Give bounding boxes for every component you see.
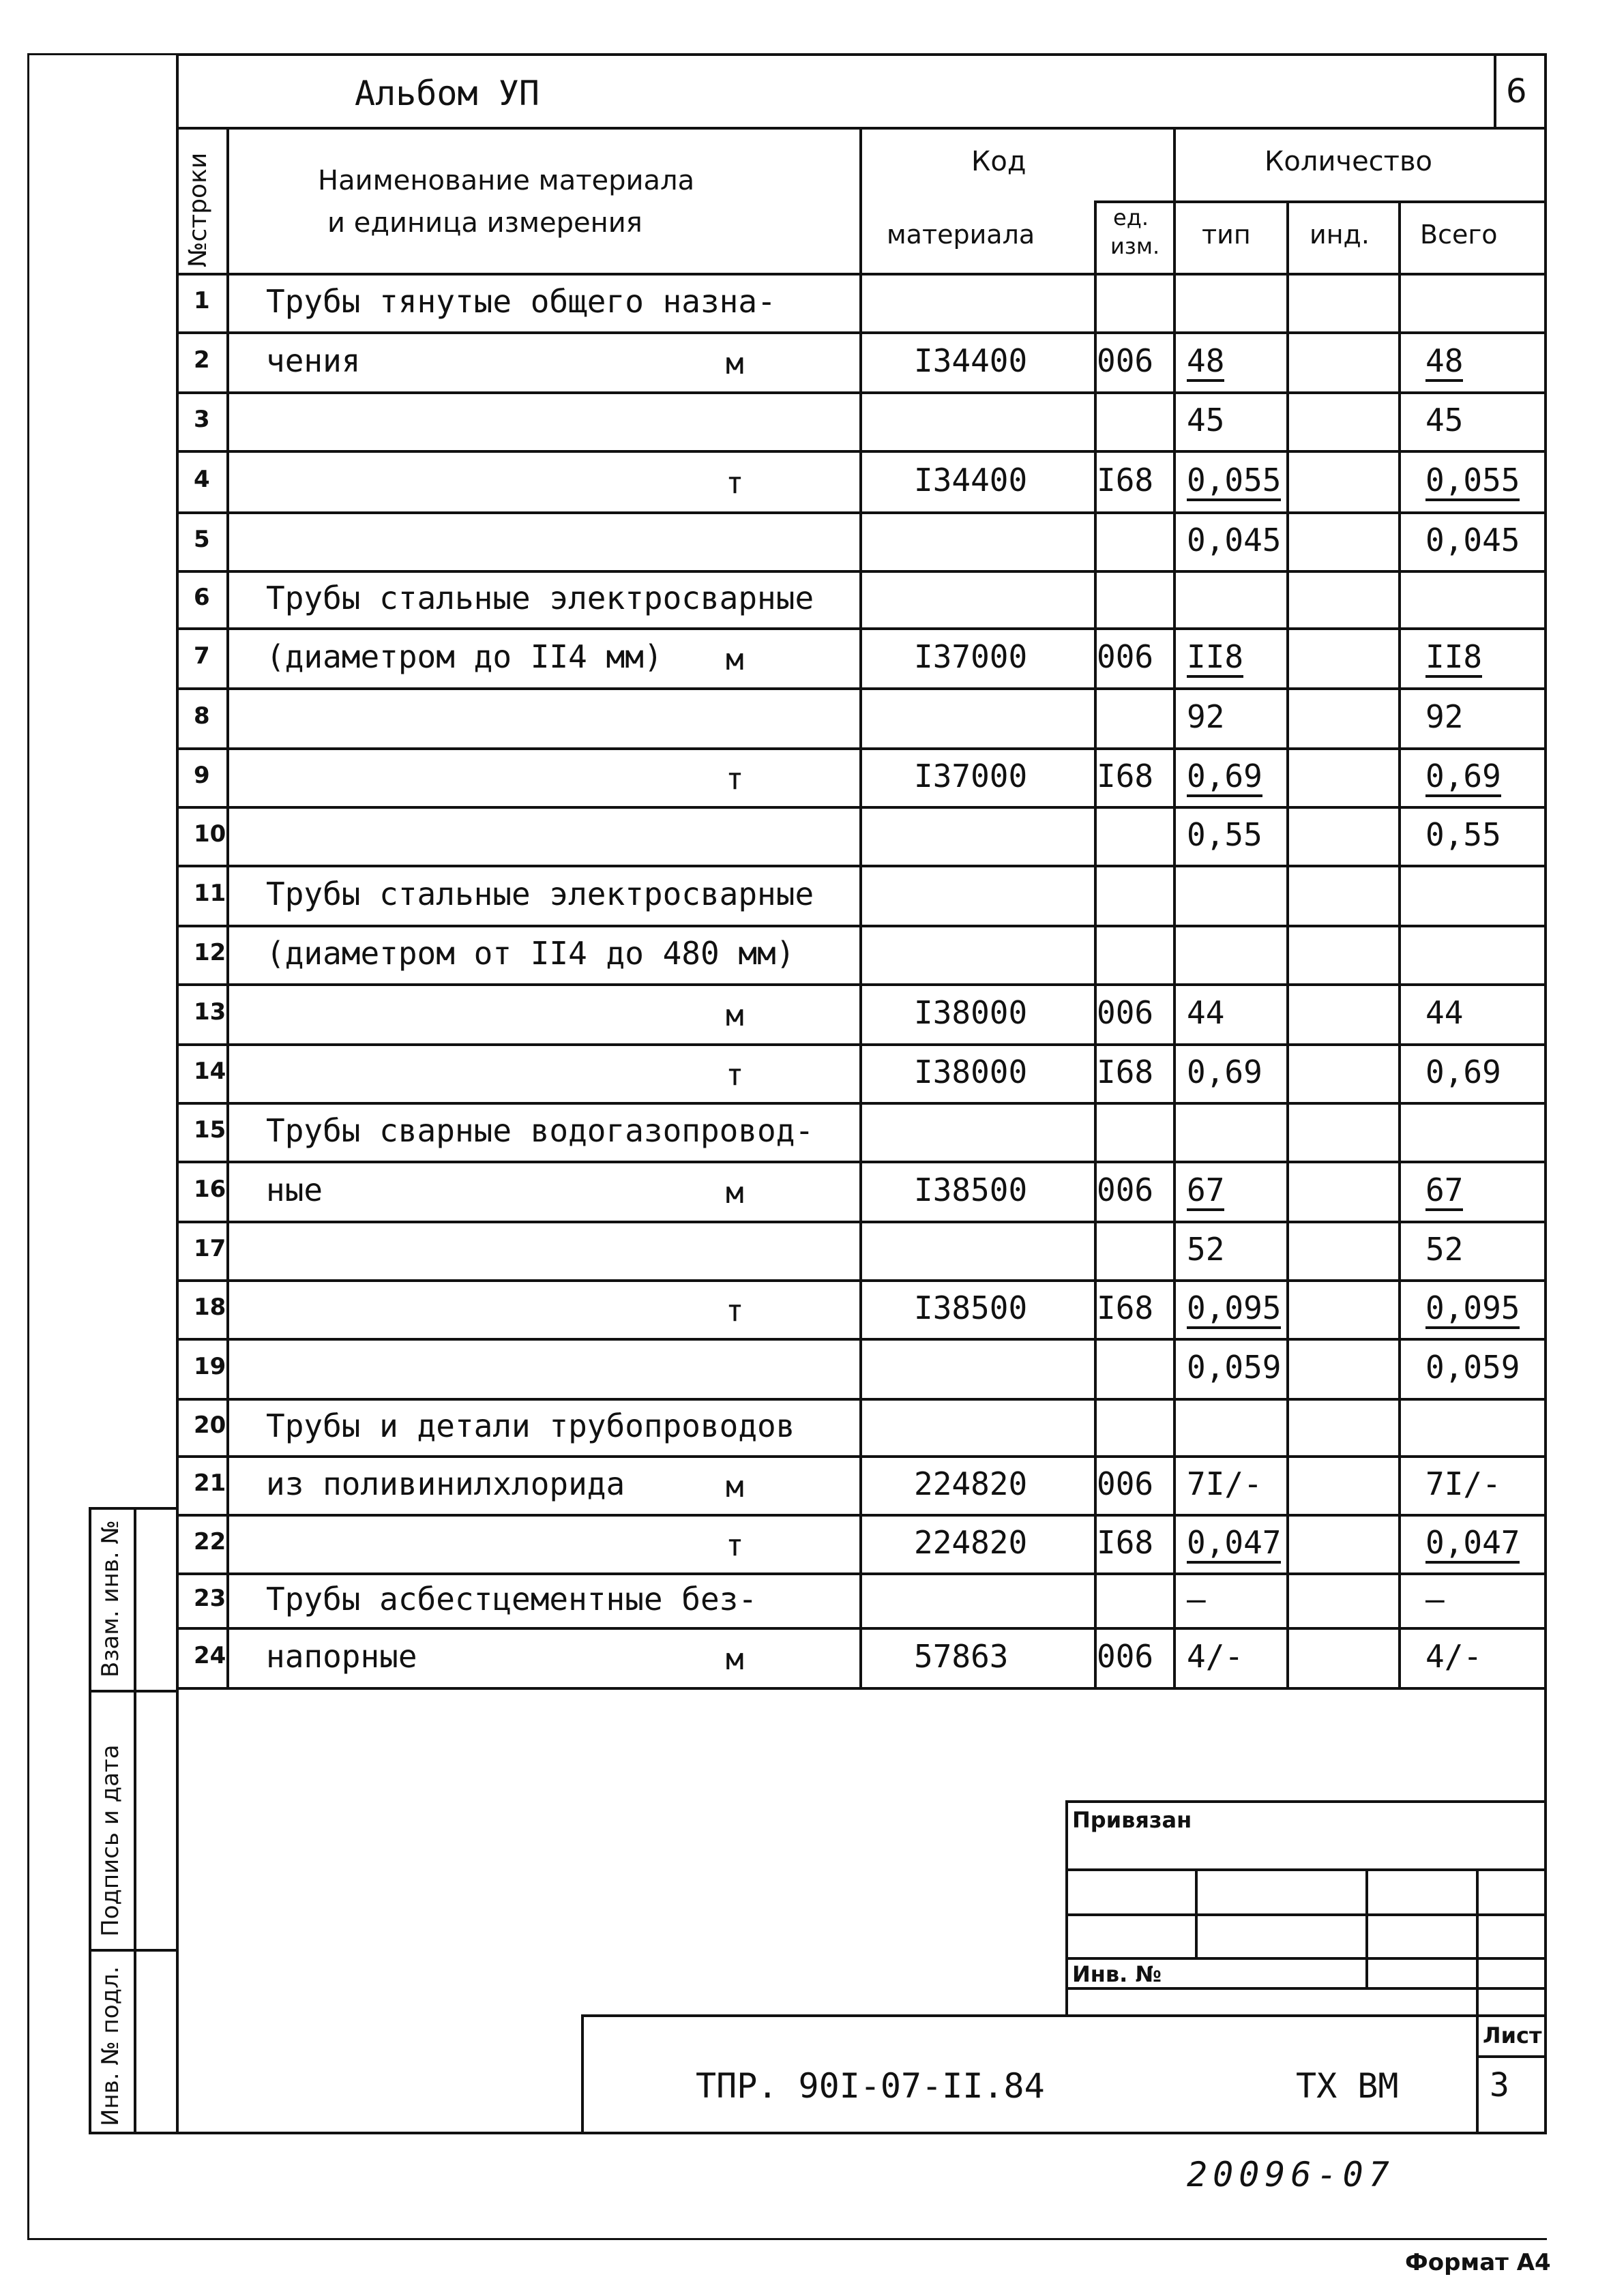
row-line — [176, 687, 1547, 690]
row-number: 11 — [194, 880, 226, 907]
row-total-value: 7I/- — [1425, 1465, 1501, 1502]
row-unit-code: 006 — [1097, 1172, 1154, 1208]
left-edge-line — [27, 53, 29, 2239]
row-unit-letter: т — [726, 466, 744, 501]
row-number: 17 — [194, 1235, 226, 1262]
row-unit-letter: т — [726, 1294, 744, 1328]
row-type-value: 92 — [1187, 698, 1225, 735]
row-unit-letter: м — [726, 346, 744, 381]
row-unit-code: I68 — [1097, 1289, 1154, 1326]
row-line — [176, 1279, 1547, 1282]
row-unit-code: 006 — [1097, 1638, 1154, 1675]
col-line-type — [1286, 200, 1289, 1687]
header-row-no: №строки — [184, 152, 212, 267]
row-unit-letter: м — [726, 1642, 744, 1677]
row-total-value: 0,047 — [1425, 1524, 1520, 1564]
row-type-value: II8 — [1187, 638, 1243, 678]
row-unit-letter: м — [726, 642, 744, 677]
row-code: I37000 — [914, 758, 1028, 794]
row-total-value: 0,55 — [1425, 816, 1501, 853]
row-total-value: 48 — [1425, 342, 1463, 382]
row-name: Трубы стальные электросварные — [266, 580, 814, 616]
header-total: Всего — [1420, 220, 1498, 250]
header-mid-line — [1094, 200, 1547, 203]
row-type-value: 0,69 — [1187, 758, 1262, 797]
row-type-value: 52 — [1187, 1231, 1225, 1268]
row-unit-code: I68 — [1097, 462, 1154, 498]
row-unit-code: 006 — [1097, 994, 1154, 1031]
row-number: 1 — [194, 287, 210, 314]
row-name: напорные — [266, 1638, 417, 1675]
row-number: 12 — [194, 939, 226, 966]
row-line — [176, 1221, 1547, 1223]
row-total-value: 67 — [1425, 1172, 1463, 1211]
row-type-value: 0,055 — [1187, 462, 1281, 501]
row-total-value: 0,055 — [1425, 462, 1520, 501]
row-name: Трубы и детали трубопроводов — [266, 1407, 795, 1444]
sheet-label: Лист — [1483, 2023, 1542, 2048]
row-line — [176, 1514, 1547, 1517]
row-unit-code: I68 — [1097, 1524, 1154, 1561]
col-line-rowno — [226, 127, 229, 1687]
row-total-value: 0,69 — [1425, 758, 1501, 797]
document-code: ТПР. 90I-07-II.84 — [696, 2066, 1045, 2106]
row-name: Трубы асбестцементные без- — [266, 1581, 758, 1617]
row-line — [176, 1398, 1547, 1401]
row-number: 2 — [194, 346, 210, 374]
row-code: I38500 — [914, 1172, 1028, 1208]
row-line — [176, 865, 1547, 867]
row-total-value: 44 — [1425, 994, 1464, 1031]
row-line — [176, 1102, 1547, 1105]
row-name: (диаметром от II4 до 480 мм) — [266, 935, 795, 972]
row-code: 224820 — [914, 1524, 1028, 1561]
row-line — [176, 1572, 1547, 1575]
row-unit-letter: т — [726, 1528, 744, 1563]
document-section: ТХ ВМ — [1296, 2066, 1399, 2106]
row-code: 224820 — [914, 1465, 1028, 1502]
row-number: 10 — [194, 820, 226, 848]
top-edge-line — [27, 53, 177, 55]
row-number: 23 — [194, 1585, 226, 1612]
row-line — [176, 1627, 1547, 1630]
col-line-code — [1094, 200, 1097, 1687]
row-name: Трубы тянутые общего назна- — [266, 283, 776, 320]
row-number: 15 — [194, 1116, 226, 1144]
row-number: 20 — [194, 1412, 226, 1439]
row-number: 9 — [194, 762, 210, 789]
row-total-value: 45 — [1425, 402, 1464, 438]
side-label-zam: Взам. инв. № — [97, 1520, 124, 1678]
row-total-value: 0,69 — [1425, 1054, 1501, 1090]
row-line — [176, 511, 1547, 514]
row-code: I38000 — [914, 994, 1028, 1031]
header-ind: инд. — [1310, 220, 1370, 250]
stamp-line-1 — [1065, 1868, 1547, 1871]
row-line — [176, 391, 1547, 394]
page-number-divider — [1494, 53, 1496, 127]
row-unit-code: I68 — [1097, 758, 1154, 794]
row-type-value: 48 — [1187, 342, 1224, 382]
row-type-value: 0,55 — [1187, 816, 1262, 853]
header-type: тип — [1202, 220, 1251, 250]
row-type-value: 4/- — [1187, 1638, 1244, 1675]
row-code: I34400 — [914, 462, 1028, 498]
title-block-top — [581, 2014, 1547, 2017]
side-label-inv: Инв. № подл. — [97, 1966, 124, 2126]
row-number: 16 — [194, 1176, 226, 1203]
row-type-value: 7I/- — [1187, 1465, 1262, 1502]
row-total-value: II8 — [1425, 638, 1482, 678]
row-type-value: 0,047 — [1187, 1524, 1281, 1564]
row-line — [176, 983, 1547, 986]
row-line — [176, 925, 1547, 927]
row-line — [176, 806, 1547, 809]
col-line-unit — [1173, 127, 1176, 1687]
row-code: I34400 — [914, 342, 1028, 379]
row-unit-letter: м — [726, 1176, 744, 1210]
row-line — [176, 331, 1547, 334]
row-number: 4 — [194, 466, 210, 493]
row-line — [176, 570, 1547, 573]
row-line — [176, 1338, 1547, 1341]
row-name: ные — [266, 1172, 323, 1208]
row-type-value: 0,045 — [1187, 522, 1282, 558]
row-number: 13 — [194, 998, 226, 1026]
row-unit-letter: т — [726, 762, 744, 796]
row-type-value: 45 — [1187, 402, 1225, 438]
row-total-value: 0,059 — [1425, 1349, 1520, 1386]
row-type-value: 44 — [1187, 994, 1225, 1031]
format-label: Формат А4 — [1405, 2249, 1551, 2276]
row-total-value: 92 — [1425, 698, 1464, 735]
row-number: 24 — [194, 1642, 226, 1669]
row-total-value: 0,095 — [1425, 1289, 1520, 1329]
header-name-line2: и единица измерения — [327, 207, 642, 239]
row-line — [176, 1161, 1547, 1163]
header-name-line1: Наименование материала — [318, 165, 695, 196]
title-block-left — [581, 2014, 584, 2134]
sheet-number: 3 — [1490, 2066, 1509, 2104]
row-line — [176, 627, 1547, 630]
row-type-value: 0,69 — [1187, 1054, 1262, 1090]
header-code: Код — [971, 146, 1026, 177]
row-unit-code: 006 — [1097, 1465, 1154, 1502]
row-number: 6 — [194, 584, 210, 611]
row-number: 7 — [194, 642, 210, 670]
stamp-line-3 — [1065, 1957, 1547, 1960]
binding-inner-line — [134, 1507, 136, 2134]
row-total-value: 52 — [1425, 1231, 1464, 1268]
stamp-col-2 — [1365, 1868, 1368, 1987]
row-type-value: — — [1187, 1581, 1206, 1617]
row-total-value: 0,045 — [1425, 522, 1520, 558]
row-name: из поливинилхлорида — [266, 1465, 625, 1502]
row-code: 57863 — [914, 1638, 1009, 1675]
stamp-line-2 — [1065, 1913, 1547, 1916]
stamp-linked: Привязан — [1072, 1807, 1192, 1833]
row-total-value: — — [1425, 1581, 1445, 1617]
stamp-left-line — [1065, 1800, 1068, 2014]
stamp-col-3 — [1476, 1868, 1479, 2134]
row-number: 8 — [194, 702, 210, 730]
row-name: Трубы стальные электросварные — [266, 876, 814, 912]
row-unit-code: 006 — [1097, 342, 1154, 379]
row-unit-code: 006 — [1097, 638, 1154, 675]
row-type-value: 0,095 — [1187, 1289, 1281, 1329]
row-code: I38000 — [914, 1054, 1028, 1090]
header-unit-2: изм. — [1110, 233, 1160, 259]
row-type-value: 67 — [1187, 1172, 1224, 1211]
row-line — [176, 747, 1547, 750]
row-code: I37000 — [914, 638, 1028, 675]
page-number: 6 — [1506, 72, 1527, 110]
row-number: 14 — [194, 1058, 226, 1085]
row-type-value: 0,059 — [1187, 1349, 1282, 1386]
row-number: 3 — [194, 406, 210, 433]
row-name: чения — [266, 342, 361, 379]
header-quantity: Количество — [1265, 146, 1433, 177]
sheet-label-line — [1476, 2055, 1547, 2058]
stamp-line-4 — [1065, 1987, 1547, 1990]
side-label-sign: Подпись и дата — [97, 1744, 124, 1937]
row-name: (диаметром до II4 мм) — [266, 638, 663, 675]
stamp-col-1 — [1195, 1868, 1198, 1957]
col-line-name — [859, 127, 862, 1687]
handwritten-number: 20096-07 — [1187, 2155, 1395, 2194]
bottom-edge-line — [27, 2238, 1547, 2240]
row-number: 18 — [194, 1294, 226, 1321]
row-line — [176, 1043, 1547, 1046]
col-line-right — [1544, 127, 1547, 1687]
row-number: 22 — [194, 1528, 226, 1555]
stamp-top-line — [1065, 1800, 1547, 1803]
header-material: материала — [887, 220, 1035, 250]
album-title: Альбом УП — [355, 74, 540, 113]
row-number: 5 — [194, 526, 210, 553]
header-unit-1: ед. — [1113, 205, 1149, 230]
row-code: I38500 — [914, 1289, 1028, 1326]
row-unit-letter: м — [726, 998, 744, 1033]
row-name: Трубы сварные водогазопровод- — [266, 1112, 814, 1149]
row-unit-letter: т — [726, 1058, 744, 1092]
row-line — [176, 1687, 1547, 1690]
row-line — [176, 450, 1547, 453]
stamp-inv-no: Инв. № — [1072, 1961, 1162, 1987]
row-unit-code: I68 — [1097, 1054, 1154, 1090]
row-number: 19 — [194, 1353, 226, 1380]
col-line-ind — [1398, 200, 1401, 1687]
row-total-value: 4/- — [1425, 1638, 1483, 1675]
row-number: 21 — [194, 1470, 226, 1497]
row-unit-letter: м — [726, 1470, 744, 1504]
row-line — [176, 1455, 1547, 1458]
